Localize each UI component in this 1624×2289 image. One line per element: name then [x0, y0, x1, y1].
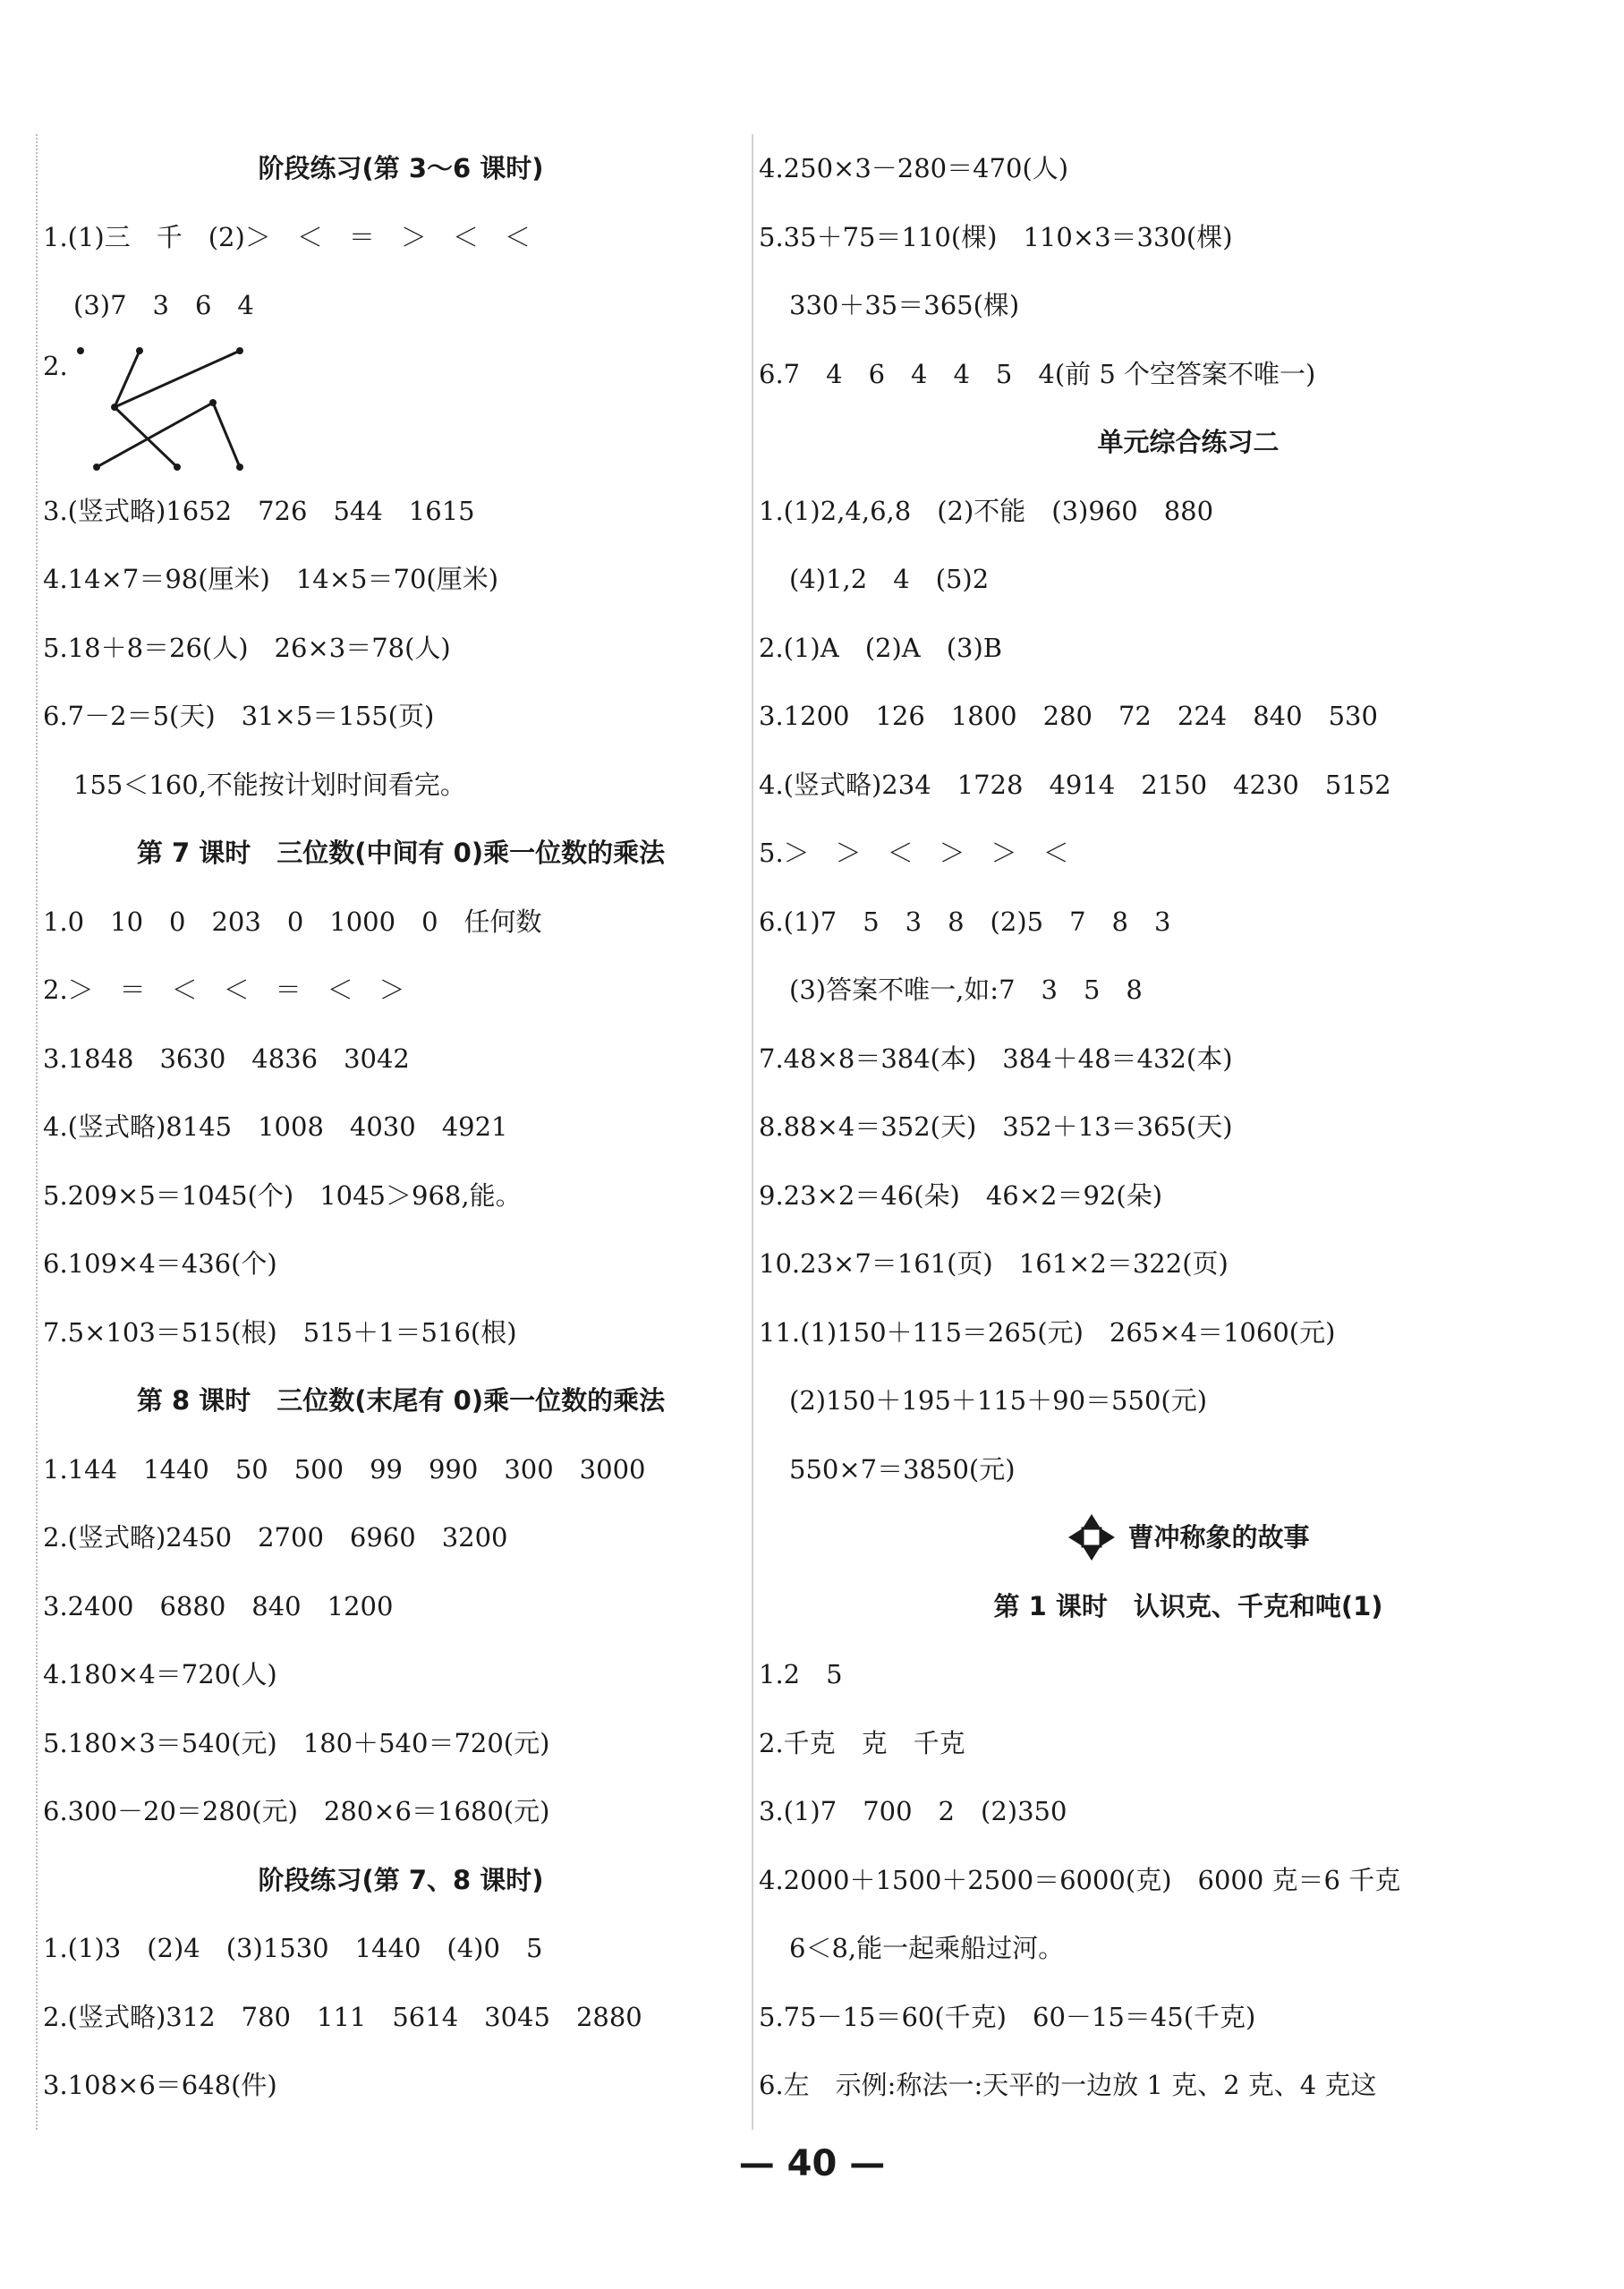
section-heading: 单元综合练习二	[1097, 427, 1280, 457]
answer-line: 4.250×3－280＝470(人)	[759, 153, 1069, 183]
unit-heading	[759, 1503, 1618, 1572]
answer-line: (3)答案不唯一,如:7 3 5 8	[789, 974, 1143, 1005]
right-column	[752, 134, 1618, 2130]
answer-line: 6＜8,能一起乘船过河。	[789, 1933, 1065, 1963]
answer-line: 6.109×4＝436(个)	[43, 1248, 277, 1279]
page-number: — 40 —	[738, 2143, 886, 2184]
answer-line: 6.(1)7 5 3 8 (2)5 7 8 3	[759, 906, 1171, 937]
answer-line: 4.14×7＝98(厘米) 14×5＝70(厘米)	[43, 564, 499, 594]
answer-line: 3.(竖式略)1652 726 544 1615	[43, 495, 475, 526]
answer-line: 2.千克 克 千克	[759, 1727, 965, 1758]
answer-line: (3)7 3 6 4	[73, 290, 254, 320]
answer-line: 5.18＋8＝26(人) 26×3＝78(人)	[43, 632, 451, 663]
answer-line: 3.1848 3630 4836 3042	[43, 1042, 410, 1074]
left-column	[36, 134, 759, 2130]
answer-line: 3.2400 6880 840 1200	[43, 1590, 394, 1621]
answer-line: 7.5×103＝515(根) 515＋1＝516(根)	[43, 1316, 517, 1348]
answer-line: 4.2000＋1500＋2500＝6000(克) 6000 克＝6 千克	[759, 1864, 1401, 1895]
section-heading: 阶段练习(第 7、8 课时)	[258, 1864, 544, 1895]
answer-line: 7.48×8＝384(本) 384＋48＝432(本)	[759, 1042, 1233, 1074]
answer-line: 9.23×2＝46(朵) 46×2＝92(朵)	[759, 1179, 1163, 1211]
answer-line: 10.23×7＝161(页) 161×2＝322(页)	[759, 1248, 1229, 1279]
answer-line: 2.(竖式略)312 780 111 5614 3045 2880	[43, 2001, 642, 2032]
unit-title: 曹冲称象的故事	[1127, 1522, 1310, 1553]
answer-line: 4.180×4＝720(人)	[43, 1659, 277, 1689]
answer-line: 4.(竖式略)234 1728 4914 2150 4230 5152	[759, 769, 1391, 800]
answer-line: 4.(竖式略)8145 1008 4030 4921	[43, 1111, 508, 1142]
answer-line: 2.＞ ＝ ＜ ＜ ＝ ＜ ＞	[43, 974, 405, 1005]
answer-line: 1.(1)2,4,6,8 (2)不能 (3)960 880	[759, 495, 1214, 526]
answer-line: 1.2 5	[759, 1659, 843, 1689]
answer-line: 11.(1)150＋115＝265(元) 265×4＝1060(元)	[759, 1316, 1336, 1348]
section-heading: 阶段练习(第 3～6 课时)	[258, 153, 544, 183]
answer-line: 6.7 4 6 4 4 5 4(前 5 个空答案不唯一)	[759, 358, 1316, 389]
connect-dots-diagram	[70, 340, 267, 477]
answer-line: (2)150＋195＋115＋90＝550(元)	[789, 1385, 1208, 1416]
answer-line: 3.108×6＝648(件)	[43, 2070, 277, 2100]
answer-number: 2.	[43, 350, 68, 381]
answer-line: 6.左 示例:称法一:天平的一边放 1 克、2 克、4 克这	[759, 2070, 1377, 2100]
section-heading: 第 1 课时 认识克、千克和吨(1)	[993, 1590, 1383, 1621]
answer-line: 5.75－15＝60(千克) 60－15＝45(千克)	[759, 2001, 1256, 2032]
answer-line: 3.1200 126 1800 280 72 224 840 530	[759, 701, 1378, 731]
answer-line: 1.0 10 0 203 0 1000 0 任何数	[43, 906, 542, 937]
section-heading: 第 8 课时 三位数(末尾有 0)乘一位数的乘法	[136, 1385, 666, 1416]
answer-line: 1.(1)3 (2)4 (3)1530 1440 (4)0 5	[43, 1933, 543, 1963]
dot-line-figure	[43, 340, 759, 477]
answer-line: 8.88×4＝352(天) 352＋13＝365(天)	[759, 1111, 1233, 1142]
answer-line: 550×7＝3850(元)	[789, 1453, 1016, 1485]
answer-line: 1.(1)三 千 (2)＞ ＜ ＝ ＞ ＜ ＜	[43, 221, 531, 252]
answer-line: 330＋35＝365(棵)	[789, 290, 1020, 320]
answer-line: 6.300－20＝280(元) 280×6＝1680(元)	[43, 1796, 550, 1826]
answer-line: 5.180×3＝540(元) 180＋540＝720(元)	[43, 1727, 550, 1758]
answer-line: 155＜160,不能按计划时间看完。	[73, 769, 466, 800]
answer-line: 2.(1)A (2)A (3)B	[759, 632, 1003, 663]
pinwheel-icon	[1067, 1512, 1117, 1562]
answer-line: 3.(1)7 700 2 (2)350	[759, 1796, 1067, 1826]
section-heading: 第 7 课时 三位数(中间有 0)乘一位数的乘法	[136, 838, 666, 868]
answer-line: (4)1,2 4 (5)2	[789, 564, 990, 594]
answer-line: 6.7－2＝5(天) 31×5＝155(页)	[43, 701, 435, 731]
answer-line: 5.35＋75＝110(棵) 110×3＝330(棵)	[759, 221, 1233, 252]
answer-line: 2.(竖式略)2450 2700 6960 3200	[43, 1522, 508, 1553]
answer-line: 1.144 1440 50 500 99 990 300 3000	[43, 1453, 646, 1485]
answer-line: 5.209×5＝1045(个) 1045＞968,能。	[43, 1179, 522, 1211]
answer-line: 5.＞ ＞ ＜ ＞ ＞ ＜	[759, 838, 1069, 868]
